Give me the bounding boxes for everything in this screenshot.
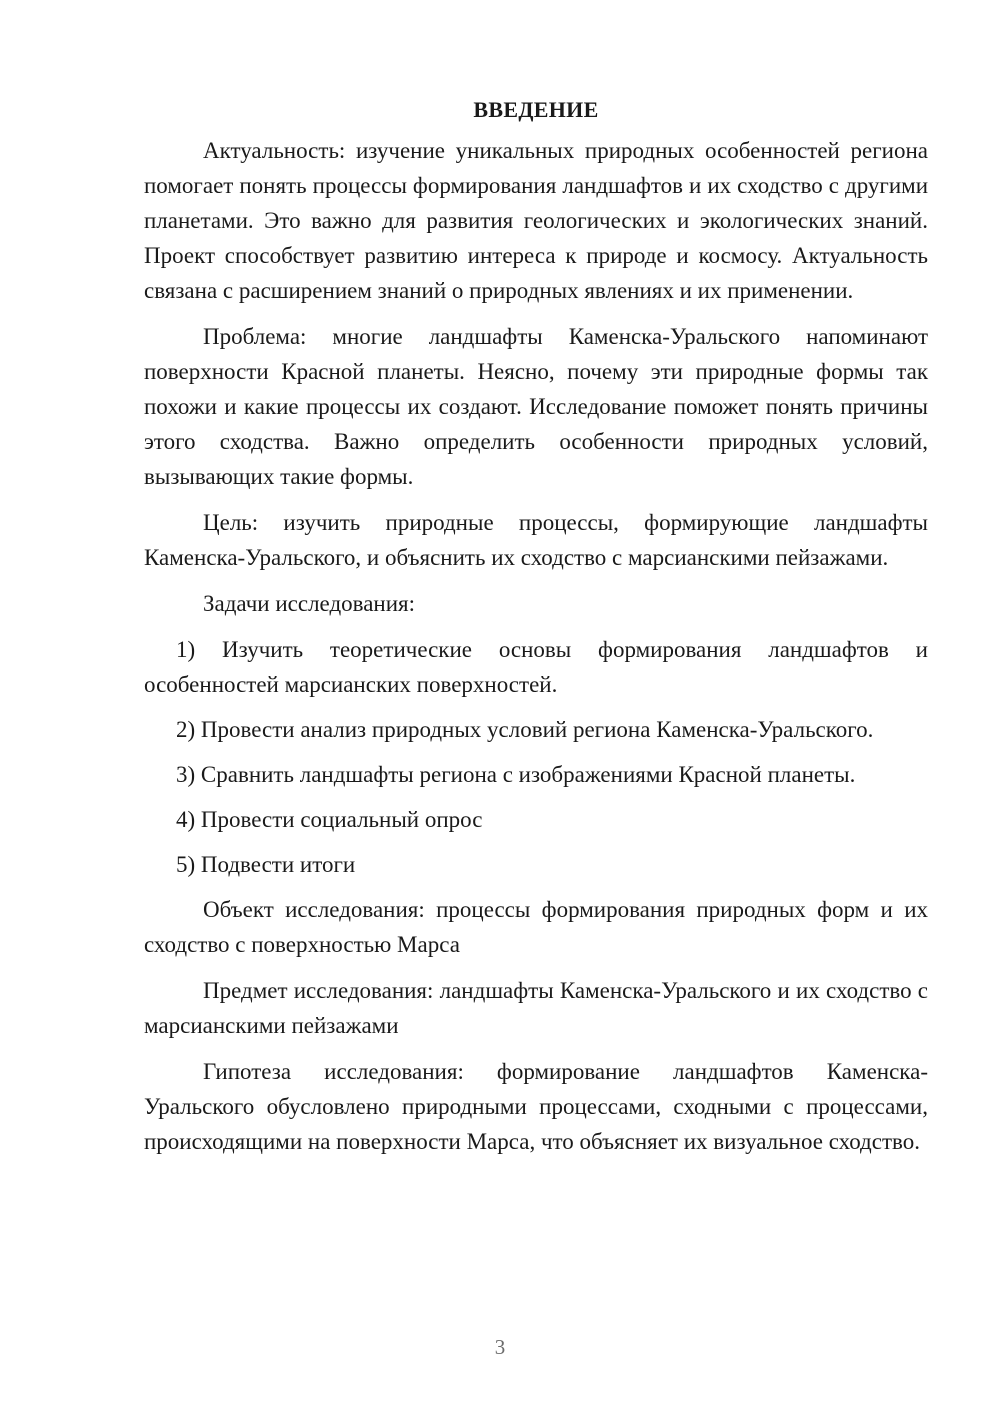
task-item-4: 4) Провести социальный опрос (176, 807, 483, 832)
paragraph-problem: Проблема: многие ландшафты Каменска-Уральского напоминают поверхности Красной планеты. Неясно, почему эти природные формы так похожи и какие процессы их создают. Исследование поможет понять причины этого сходства. Важно определить особенности природных условий, вызывающих такие формы. (144, 324, 928, 489)
paragraph-tasks-heading: Задачи исследования: (203, 591, 416, 616)
task-item-2: 2) Провести анализ природных условий региона Каменска-Уральского. (176, 717, 874, 742)
paragraph-relevance: Актуальность: изучение уникальных природных особенностей региона помогает понять процессы формирования ландшафтов и их сходство с другими планетами. Это важно для развития геологических и экологических знаний. Проект способствует развитию интереса к природе и космосу. Актуальность связана с расширением знаний о природных явлениях и их применении. (144, 138, 928, 303)
task-item-3: 3) Сравнить ландшафты региона с изображениями Красной планеты. (176, 762, 856, 787)
paragraph-subject: Предмет исследования: ландшафты Каменска-Уральского и их сходство с марсианскими пейзажами (144, 978, 928, 1038)
paragraph-goal: Цель: изучить природные процессы, формирующие ландшафты Каменска-Уральского, и объяснить их сходство с марсианскими пейзажами. (144, 510, 928, 570)
page-number: 3 (494, 1335, 506, 1359)
task-item-1: 1) Изучить теоретические основы формирования ландшафтов и особенностей марсианских поверхностей. (144, 637, 928, 697)
page-content (144, 92, 928, 1170)
task-item-5: 5) Подвести итоги (176, 852, 356, 877)
paragraph-object: Объект исследования: процессы формирования природных форм и их сходство с поверхностью Марса (144, 897, 928, 957)
paragraph-hypothesis: Гипотеза исследования: формирование ландшафтов Каменска-Уральского обусловлено природными процессами, сходными с процессами, происходящими на поверхности Марса, что объясняет их визуальное сходство. (144, 1059, 928, 1154)
section-title: ВВЕДЕНИЕ (473, 97, 599, 122)
